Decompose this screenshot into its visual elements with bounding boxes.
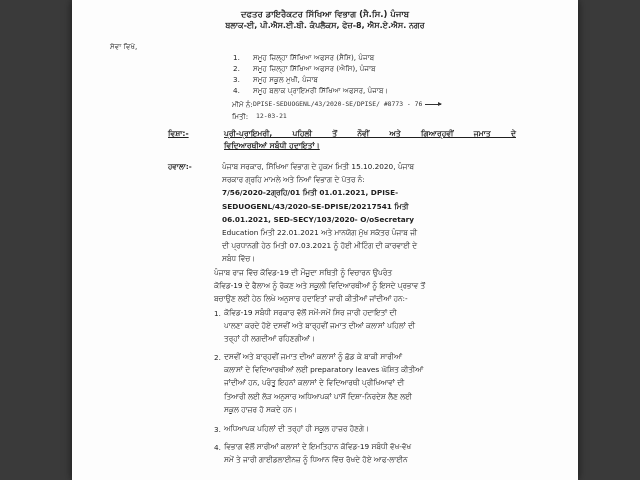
reference-line: ਪੰਜਾਬ ਸਰਕਾਰ, ਸਿੱਖਿਆ ਵਿਭਾਗ ਦੇ ਹੁਕਮ ਮਿਤੀ 15.10.2020, ਪੰਜਾਬ bbox=[222, 162, 414, 171]
intro-paragraph bbox=[214, 266, 518, 279]
reference-line: ਸਬੰਧ ਵਿੱਚ। bbox=[222, 254, 256, 264]
intro-line: ਪੰਜਾਬ ਰਾਜ ਵਿੱਚ ਕੋਵਿਡ-19 ਦੀ ਮੌਜੂਦਾ ਸਥਿਤੀ ਨੂੰ ਵਿਚਾਰਨ ਉਪਰੰਤ bbox=[214, 268, 392, 277]
reference-line: Education ਮਿਤੀ 22.01.2021 ਅਤੇ ਮਾਨਯੋਗ ਮੁੱਖ ਸਕੱਤਰ ਪੰਜਾਬ ਜੀ bbox=[222, 228, 418, 238]
item-line: ਕਲਾਸਾਂ ਦੇ ਵਿਦਿਆਰਥੀਆਂ ਲਈ preparatory leaves ਘੋਸ਼ਿਤ ਕੀਤੀਆਂ bbox=[224, 365, 424, 375]
memo-label: ਮੀਮੋ ਨੰ: bbox=[232, 100, 253, 109]
recipient-text: ਸਮੂਹ ਜ਼ਿਲ੍ਹਾ ਸਿੱਖਿਆ ਅਫਸਰ (ਐਸਿ), ਪੰਜਾਬ bbox=[253, 64, 376, 73]
item-line: ਕੋਵਿਡ-19 ਸਬੰਧੀ ਸਰਕਾਰ ਵੱਲੋਂ ਸਮੇਂ-ਸਮੇਂ ਸਿਰ ਜਾਰੀ ਹਦਾਇਤਾਂ ਦੀ bbox=[224, 308, 397, 317]
document-page bbox=[72, 0, 578, 480]
memo-date: 12-03-21 bbox=[256, 112, 287, 120]
office-header: ਦਫਤਰ ਡਾਇਰੈਕਟਰ ਸਿੱਖਿਆ ਵਿਭਾਗ (ਸੈ.ਸਿ.) ਪੰਜਾਬ bbox=[240, 10, 410, 20]
intro-line: ਕੋਵਿਡ-19 ਦੇ ਫੈਲਾਅ ਨੂੰ ਰੋਕਣ ਅਤੇ ਸਕੂਲੀ ਵਿਦਿਆਰਥੀਆਂ ਨੂੰ ਇਸਦੇ ਪ੍ਰਭਾਵ ਤੋਂ bbox=[214, 281, 426, 290]
reference-text bbox=[222, 160, 516, 266]
recipient-text: ਸਮੂਹ ਬਲਾਕ ਪ੍ਰਾਇਮਰੀ ਸਿੱਖਿਆ ਅਫਸਰ, ਪੰਜਾਬ। bbox=[253, 86, 389, 95]
item-line: ਦਸਵੀਂ ਅਤੇ ਬਾਰ੍ਹਵੀਂ ਜਮਾਤ ਦੀਆਂ ਕਲਾਸਾਂ ਨੂੰ ਛੱਡ ਕੇ ਬਾਕੀ ਸਾਰੀਆਂ bbox=[224, 352, 402, 361]
item-line: ਤਿਆਰੀ ਲਈ ਲੋੜ ਅਨੁਸਾਰ ਅਧਿਆਪਕਾਂ ਪਾਸੋਂ ਦਿਸ਼ਾ-ਨਿਰਦੇਸ਼ ਲੈਣ ਲਈ bbox=[224, 391, 412, 401]
arrow-icon bbox=[425, 104, 441, 105]
item-line: ਪਾਲਣਾ ਕਰਦੇ ਹੋਏ ਦਸਵੀਂ ਅਤੇ ਬਾਰ੍ਹਵੀਂ ਜਮਾਤ ਦੀਆਂ ਕਲਾਸਾਂ ਪਹਿਲਾਂ ਦੀ bbox=[224, 321, 416, 331]
item-text bbox=[224, 350, 516, 416]
recipient-number: 1. bbox=[233, 53, 240, 62]
reference-line: 7/56/2020-2ਗ੍ਰਹਿ/01 ਮਿਤੀ 01.01.2021, DPISE- bbox=[222, 188, 399, 198]
recipient-number: 2. bbox=[233, 64, 240, 73]
memo-number bbox=[253, 100, 441, 108]
subject-line: ਪ੍ਰੀ-ਪ੍ਰਾਇਮਰੀ, ਪਹਿਲੀ ਤੋਂ ਨੌਵੀਂ ਅਤੇ ਗਿਆਰ੍ਹਵੀਂ ਜਮਾਤ ਦੇ bbox=[224, 129, 516, 138]
item-text bbox=[224, 440, 516, 466]
office-address: ਬਲਾਕ-ਈ, ਪੀ.ਐਸ.ਈ.ਬੀ. ਕੰਪਲੈਕਸ, ਫੇਜ਼-8, ਐਸ.ਏ.ਐਸ. ਨਗਰ bbox=[225, 21, 425, 30]
item-line: ਵਿਭਾਗ ਵੱਲੋਂ ਸਾਰੀਆਂ ਕਲਾਸਾਂ ਦੇ ਇਮਤਿਹਾਨ ਕੋਵਿਡ-19 ਸਬੰਧੀ ਵੱਖ-ਵੱਖ bbox=[224, 442, 412, 451]
item-line: ਸਮੇਂ ਤੇ ਜਾਰੀ ਗਾਈਡਲਾਈਨਜ਼ ਨੂੰ ਧਿਆਨ ਵਿੱਚ ਰੱਖਦੇ ਹੋਏ ਆਫ-ਲਾਈਨ bbox=[224, 455, 408, 465]
recipient-number: 4. bbox=[233, 86, 240, 95]
reference-line: 06.01.2021, SED-SECY/103/2020- O/oSecretary bbox=[222, 214, 414, 224]
item-text bbox=[224, 306, 516, 346]
reference-line: SEDUOGENL/43/2020-SE-DPISE/20217541 ਮਿਤੀ bbox=[222, 201, 409, 211]
item-line: ਜਾਂਦੀਆਂ ਹਨ, ਪਰੰਤੂ ਇਹਨਾਂ ਕਲਾਸਾਂ ਦੇ ਵਿਦਿਆਰਥੀ ਪ੍ਰੀਖਿਆਵਾਂ ਦੀ bbox=[224, 378, 405, 388]
item-text bbox=[224, 422, 516, 435]
item-line: ਅਧਿਆਪਕ ਪਹਿਲਾਂ ਦੀ ਤਰ੍ਹਾਂ ਹੀ ਸਕੂਲ ਹਾਜ਼ਰ ਹੋਣਗੇ। bbox=[224, 424, 369, 433]
memo-number-text: DPISE-SEDUOGENL/43/2020-SE/DPISE/ #8773 - 76 bbox=[253, 100, 423, 108]
subject-line: ਵਿਦਿਆਰਥੀਆਂ ਸਬੰਧੀ ਹਦਾਇਤਾਂ। bbox=[224, 141, 320, 150]
item-number: 3. bbox=[214, 425, 221, 434]
item-number: 2. bbox=[214, 353, 221, 362]
intro-line: ਬਚਾਉਣ ਲਈ ਹੇਠ ਲਿਖੇ ਅਨੁਸਾਰ ਹਦਾਇਤਾਂ ਜਾਰੀ ਕੀਤੀਆਂ ਜਾਂਦੀਆਂ ਹਨ:- bbox=[214, 294, 408, 304]
memo-date-label: ਮਿਤੀ: bbox=[232, 112, 249, 121]
intro-paragraph bbox=[214, 279, 518, 305]
to-label: ਸੇਵਾ ਵਿਖੇ, bbox=[110, 42, 138, 51]
item-number: 4. bbox=[214, 443, 221, 452]
subject-label: ਵਿਸ਼ਾ:- bbox=[168, 129, 189, 138]
recipient-text: ਸਮੂਹ ਸਕੂਲ ਮੁਖੀ, ਪੰਜਾਬ bbox=[253, 75, 318, 84]
recipient-number: 3. bbox=[233, 75, 240, 84]
item-line: ਤਰ੍ਹਾਂ ਹੀ ਲਗਦੀਆਂ ਰਹਿਣਗੀਆਂ। bbox=[224, 334, 315, 344]
reference-line: ਸਰਕਾਰ ਗ੍ਰਹਿ ਮਾਮਲੇ ਅਤੇ ਨਿਆਂ ਵਿਭਾਗ ਦੇ ਪੱਤਰ ਨੰ: bbox=[222, 175, 365, 185]
item-line: ਸਕੂਲ ਹਾਜ਼ਰ ਹੋ ਸਕਦੇ ਹਨ। bbox=[224, 404, 298, 414]
reference-label: ਹਵਾਲਾ:- bbox=[168, 162, 192, 171]
item-number: 1. bbox=[214, 309, 221, 318]
recipient-text: ਸਮੂਹ ਜ਼ਿਲ੍ਹਾ ਸਿੱਖਿਆ ਅਫਸਰ (ਸੈਸਿ), ਪੰਜਾਬ bbox=[253, 53, 375, 62]
reference-line: ਦੀ ਪ੍ਰਧਾਨਗੀ ਹੇਠ ਮਿਤੀ 07.03.2021 ਨੂੰ ਹੋਈ ਮੀਟਿੰਗ ਦੀ ਕਾਰਵਾਈ ਦੇ bbox=[222, 241, 418, 251]
